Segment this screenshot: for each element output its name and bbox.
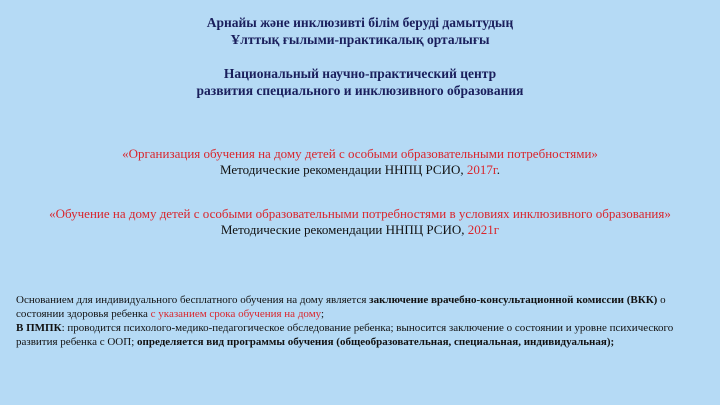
reference-2021-title: «Обучение на дому детей с особыми образовательными потребностями в условиях инклюзивного образования»	[49, 206, 671, 221]
basis-p1-bold: заключение врачебно-консультационной комиссии (ВКК)	[369, 294, 658, 306]
reference-2021-year: 2021г	[467, 222, 500, 237]
basis-paragraph-1	[16, 293, 696, 321]
basis-p1-end: ;	[321, 308, 325, 320]
basis-p2-label: В ПМПК	[16, 322, 62, 334]
reference-2017-title: «Организация обучения на дому детей с особыми образовательными потребностями»	[122, 146, 598, 161]
reference-2017-end: .	[496, 162, 500, 177]
reference-2017	[0, 146, 720, 178]
reference-2021-subtitle	[30, 222, 690, 238]
basis-p1-text-2: о состоянии здоровья ребенка	[16, 294, 666, 320]
org-ru-line-1: Национальный научно-практический центр	[223, 66, 497, 81]
reference-2021	[30, 206, 690, 238]
reference-2021-source: Методические рекомендации ННПЦ РСИО,	[220, 222, 468, 237]
basis-text	[16, 293, 696, 349]
basis-p1-highlight: с указанием срока обучения на дому	[150, 308, 322, 320]
basis-p2-text: : проводится психолого-медико-педагогическое обследование ребенка; выносится заключение о состоянии и уровне психического развития ребенка с ООП;	[16, 322, 674, 348]
basis-p2-bold: определяется вид программы обучения (общеобразовательная, специальная, индивидуальная);	[137, 336, 615, 348]
org-kz-line-2: Ұлттық ғылыми-практикалық орталығы	[230, 32, 490, 47]
org-ru-line-2: развития специального и инклюзивного образования	[196, 83, 524, 98]
organization-header	[0, 14, 720, 99]
reference-2017-subtitle	[0, 162, 720, 178]
reference-2017-source: Методические рекомендации ННПЦ РСИО,	[220, 162, 467, 177]
basis-paragraph-2	[16, 321, 696, 349]
reference-2017-year: 2017г	[466, 162, 497, 177]
basis-p1-text: Основанием для индивидуального бесплатного обучения на дому является	[16, 294, 370, 306]
org-kz-line-1: Арнайы және инклюзивті білім беруді дамытудың	[206, 15, 514, 30]
